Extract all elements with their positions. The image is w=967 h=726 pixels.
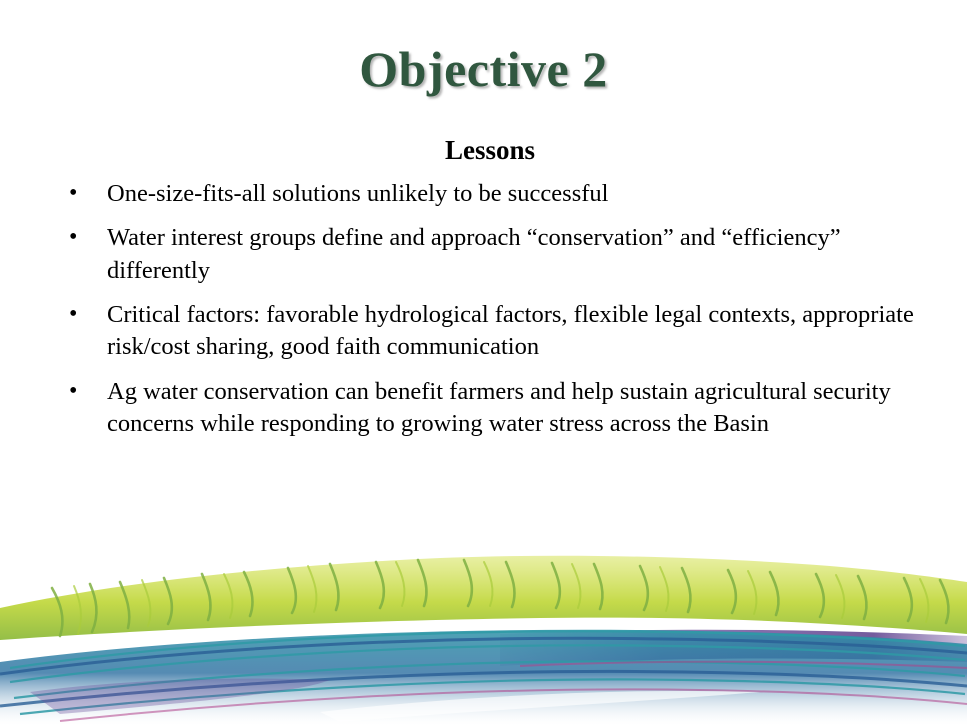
grass-band bbox=[0, 556, 967, 640]
bullet-list bbox=[45, 178, 925, 440]
list-item-text: Water interest groups define and approach “conservation” and “efficiency” differently bbox=[107, 224, 841, 284]
section-subheading: Lessons bbox=[444, 135, 536, 165]
list-item bbox=[55, 376, 925, 441]
list-item-text: Critical factors: favorable hydrological factors, flexible legal contexts, appropriate risk/cost sharing, good faith communication bbox=[107, 300, 914, 361]
watercolor-riverbank-illustration bbox=[0, 516, 967, 726]
list-item bbox=[55, 222, 925, 287]
page-title: Objective 2 bbox=[359, 41, 608, 97]
bullet-point-icon: • bbox=[69, 224, 78, 251]
list-item-text: One-size-fits-all solutions unlikely to be successful bbox=[107, 180, 609, 207]
bullet-point-icon: • bbox=[69, 300, 78, 327]
list-item bbox=[55, 178, 925, 210]
list-item-text: Ag water conservation can benefit farmers and help sustain agricultural security concerns while responding to growing water stress across the Basin bbox=[107, 377, 891, 437]
bullet-point-icon: • bbox=[69, 180, 78, 206]
list-item bbox=[55, 299, 925, 364]
bullet-point-icon: • bbox=[69, 377, 78, 404]
riverbank-svg bbox=[0, 516, 967, 726]
slide-body bbox=[45, 135, 925, 452]
